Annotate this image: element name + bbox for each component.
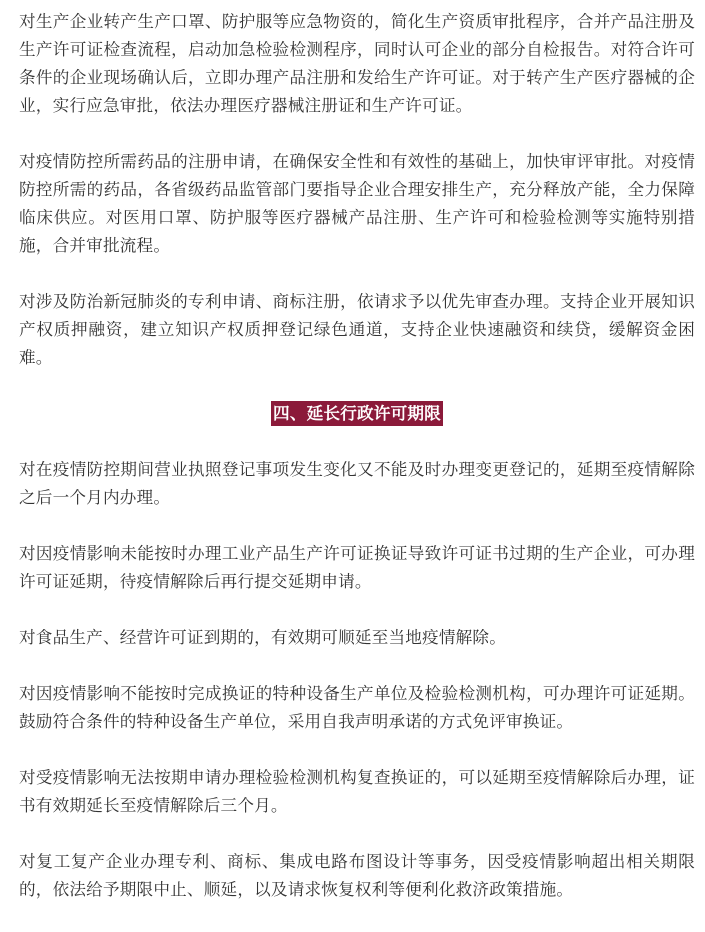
- paragraph: 对食品生产、经营许可证到期的，有效期可顺延至当地疫情解除。: [19, 628, 507, 647]
- paragraph: 对受疫情影响无法按期申请办理检验检测机构复查换证的，可以延期至疫情解除后办理，证书有效期延长至疫情解除后三个月。: [19, 768, 695, 815]
- paragraph: 对生产企业转产生产口罩、防护服等应急物资的，简化生产资质审批程序，合并产品注册及生产许可证检查流程，启动加急检验检测程序，同时认可企业的部分自检报告。对符合许可条件的企业现场确认后，立即办理产品注册和发给生产许可证。对于转产生产医疗器械的企业，实行应急审批，依法办理医疗器械注册证和生产许可证。: [19, 12, 695, 115]
- section-heading: [19, 400, 695, 428]
- paragraph: 对疫情防控所需药品的注册申请，在确保安全性和有效性的基础上，加快审评审批。对疫情防控所需的药品，各省级药品监管部门要指导企业合理安排生产，充分释放产能，全力保障临床供应。对医用口罩、防护服等医疗器械产品注册、生产许可和检验检测等实施特别措施，合并审批流程。: [19, 152, 695, 255]
- paragraph: 对因疫情影响不能按时完成换证的特种设备生产单位及检验检测机构，可办理许可证延期。鼓励符合条件的特种设备生产单位，采用自我声明承诺的方式免评审换证。: [19, 684, 695, 731]
- paragraph: 对因疫情影响未能按时办理工业产品生产许可证换证导致许可证书过期的生产企业，可办理许可证延期，待疫情解除后再行提交延期申请。: [19, 544, 695, 591]
- paragraph: 对复工复产企业办理专利、商标、集成电路布图设计等事务，因受疫情影响超出相关期限的，依法给予期限中止、顺延，以及请求恢复权利等便利化救济政策措施。: [19, 852, 695, 899]
- article-body: [19, 8, 695, 932]
- paragraph: 对在疫情防控期间营业执照登记事项发生变化又不能及时办理变更登记的，延期至疫情解除之后一个月内办理。: [19, 460, 695, 507]
- paragraph: 对涉及防治新冠肺炎的专利申请、商标注册，依请求予以优先审查办理。支持企业开展知识产权质押融资，建立知识产权质押登记绿色通道，支持企业快速融资和续贷，缓解资金困难。: [19, 292, 695, 367]
- section-heading-label: 四、延长行政许可期限: [271, 401, 443, 426]
